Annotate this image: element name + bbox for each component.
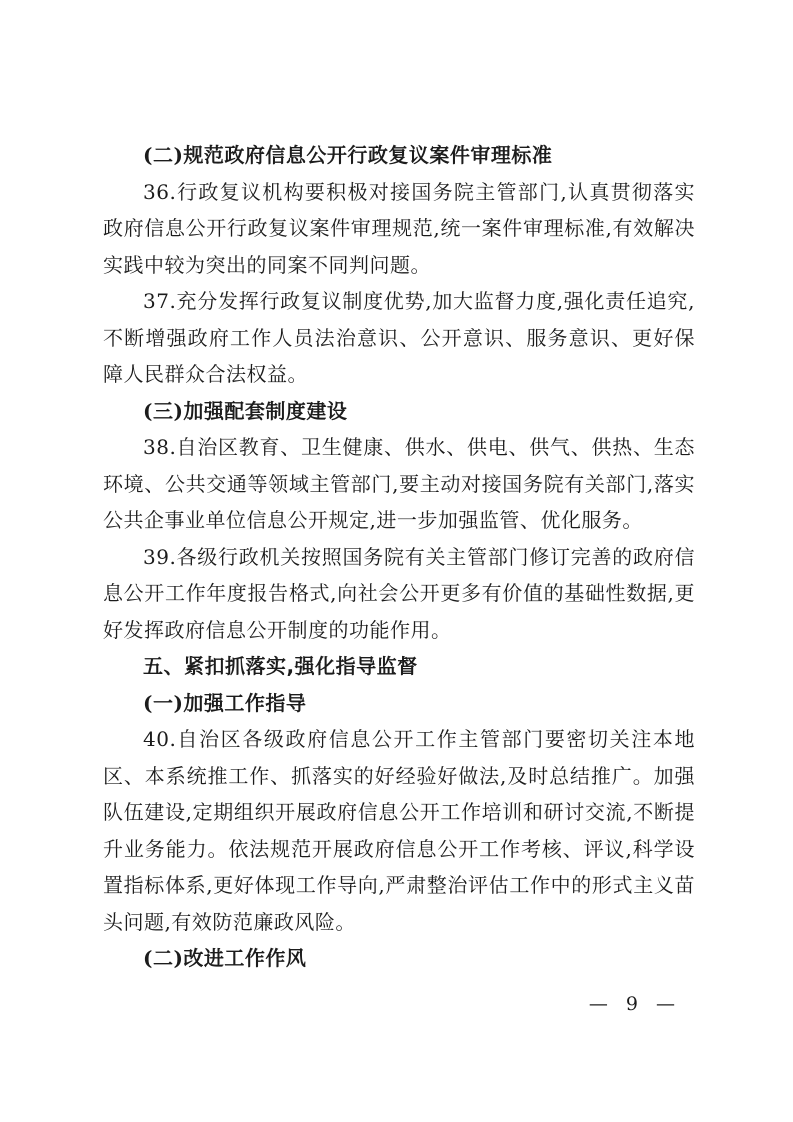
paragraph-40: 40.自治区各级政府信息公开工作主管部门要密切关注本地区、本系统推工作、抓落实的好经验好做法,及时总结推广。加强队伍建设,定期组织开展政府信息公开工作培训和研讨交流,不断提升业务能力。依法规范开展政府信息公开工作考核、评议,科学设置指标体系,更好体现工作导向,严肃整治评估工作中的形式主义苗头问题,有效防范廉政风险。 bbox=[103, 727, 695, 934]
paragraph-37: 37.充分发挥行政复议制度优势,加大监督力度,强化责任追究,不断增强政府工作人员法治意识、公开意识、服务意识、更好保障人民群众合法权益。 bbox=[103, 289, 695, 386]
section-subheading: (一)加强工作指导 bbox=[143, 690, 307, 715]
chapter-heading: 五、紧扣抓落实,强化指导监督 bbox=[143, 654, 418, 678]
section-subheading: (三)加强配套制度建设 bbox=[143, 398, 348, 423]
paragraph-38: 38.自治区教育、卫生健康、供水、供电、供气、供热、生态环境、公共交通等领域主管部门,要主动对接国务院有关部门,落实公共企事业单位信息公开规定,进一步加强监管、优化服务。 bbox=[103, 435, 695, 532]
document-body bbox=[103, 137, 695, 977]
paragraph-36: 36.行政复议机构要积极对接国务院主管部门,认真贯彻落实政府信息公开行政复议案件审理规范,统一案件审理标准,有效解决实践中较为突出的同案不同判问题。 bbox=[103, 179, 695, 277]
section-subheading: (二)改进工作作风 bbox=[143, 946, 307, 970]
paragraph-39: 39.各级行政机关按照国务院有关主管部门修订完善的政府信息公开工作年度报告格式,向社会公开更多有价值的基础性数据,更好发挥政府信息公开制度的功能作用。 bbox=[103, 544, 695, 642]
page-number: — 9 — bbox=[588, 993, 681, 1015]
section-subheading: (二)规范政府信息公开行政复议案件审理标准 bbox=[143, 143, 553, 167]
